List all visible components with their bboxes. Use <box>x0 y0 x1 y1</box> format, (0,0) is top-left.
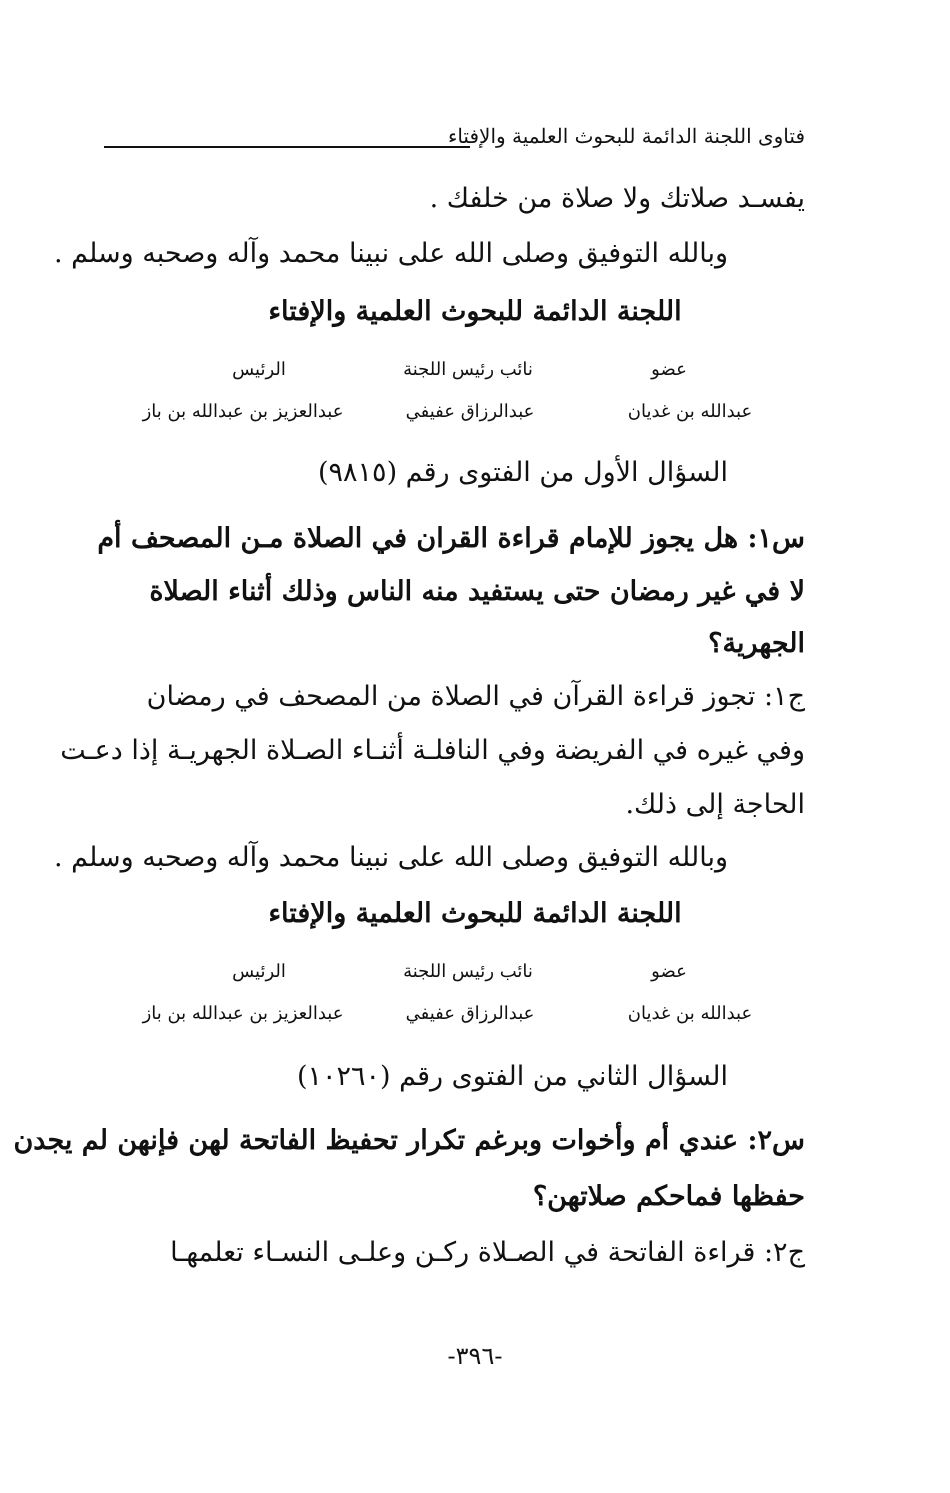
fatwa-1-answer-line-1: ج١: تجوز قراءة القرآن في الصلاة من المصحف في رمضان <box>146 681 805 712</box>
fatwa-1-question-line-2: لا في غير رمضان حتى يستفيد منه الناس وذلك أثناء الصلاة <box>149 576 805 607</box>
chair-name-1: عبدالعزيز بن عبدالله بن باز <box>142 401 344 422</box>
chair-name-2: عبدالعزيز بن عبدالله بن باز <box>142 1003 344 1024</box>
running-header-title: فتاوى اللجنة الدائمة للبحوث العلمية والإفتاء <box>447 124 805 148</box>
role-chair-1: الرئيس <box>232 359 286 380</box>
member-name-1: عبدالله بن غديان <box>627 401 753 422</box>
fatwa-1-question-line-1: س١: هل يجوز للإمام قراءة القران في الصلاة مـن المصحف أم <box>97 523 805 554</box>
intro-line: يفسـد صلاتك ولا صلاة من خلفك . <box>429 183 805 214</box>
vice-chair-name-2: عبدالرزاق عفيفي <box>405 1003 535 1024</box>
vice-chair-name-1: عبدالرزاق عفيفي <box>405 401 535 422</box>
page-number: -٣٩٦- <box>447 1342 503 1370</box>
header-rule <box>104 146 470 148</box>
committee-title-1: اللجنة الدائمة للبحوث العلمية والإفتاء <box>268 296 682 327</box>
closing-line-1: وبالله التوفيق وصلى الله على نبينا محمد وآله وصحبه وسلم . <box>53 238 728 269</box>
role-vice-chair-1: نائب رئيس اللجنة <box>403 359 533 380</box>
role-vice-chair-2: نائب رئيس اللجنة <box>403 961 533 982</box>
fatwa-1-answer-line-3: الحاجة إلى ذلك. <box>625 789 805 820</box>
committee-title-2: اللجنة الدائمة للبحوث العلمية والإفتاء <box>268 898 682 929</box>
fatwa-1-answer-line-2: وفي غيره في الفريضة وفي النافلـة أثنـاء الصـلاة الجهريـة إذا دعـت <box>60 735 805 766</box>
fatwa-2-question-line-2: حفظها فماحكم صلاتهن؟ <box>532 1181 805 1212</box>
member-name-2: عبدالله بن غديان <box>627 1003 753 1024</box>
fatwa-1-question-line-3: الجهرية؟ <box>708 628 805 659</box>
fatwa-2-question-line-1: س٢: عندي أم وأخوات وبرغم تكرار تحفيظ الفاتحة لهن فإنهن لم يجدن <box>13 1125 805 1156</box>
fatwa-1-title: السؤال الأول من الفتوى رقم (٩٨١٥) <box>318 457 728 488</box>
fatwa-2-title: السؤال الثاني من الفتوى رقم (١٠٢٦٠) <box>296 1061 728 1092</box>
closing-line-2: وبالله التوفيق وصلى الله على نبينا محمد وآله وصحبه وسلم . <box>53 842 728 873</box>
role-member-2: عضو <box>651 961 687 982</box>
role-member-1: عضو <box>651 359 687 380</box>
role-chair-2: الرئيس <box>232 961 286 982</box>
fatwa-2-answer-line-1: ج٢: قراءة الفاتحة في الصـلاة ركـن وعلـى النسـاء تعلمهـا <box>170 1237 805 1268</box>
